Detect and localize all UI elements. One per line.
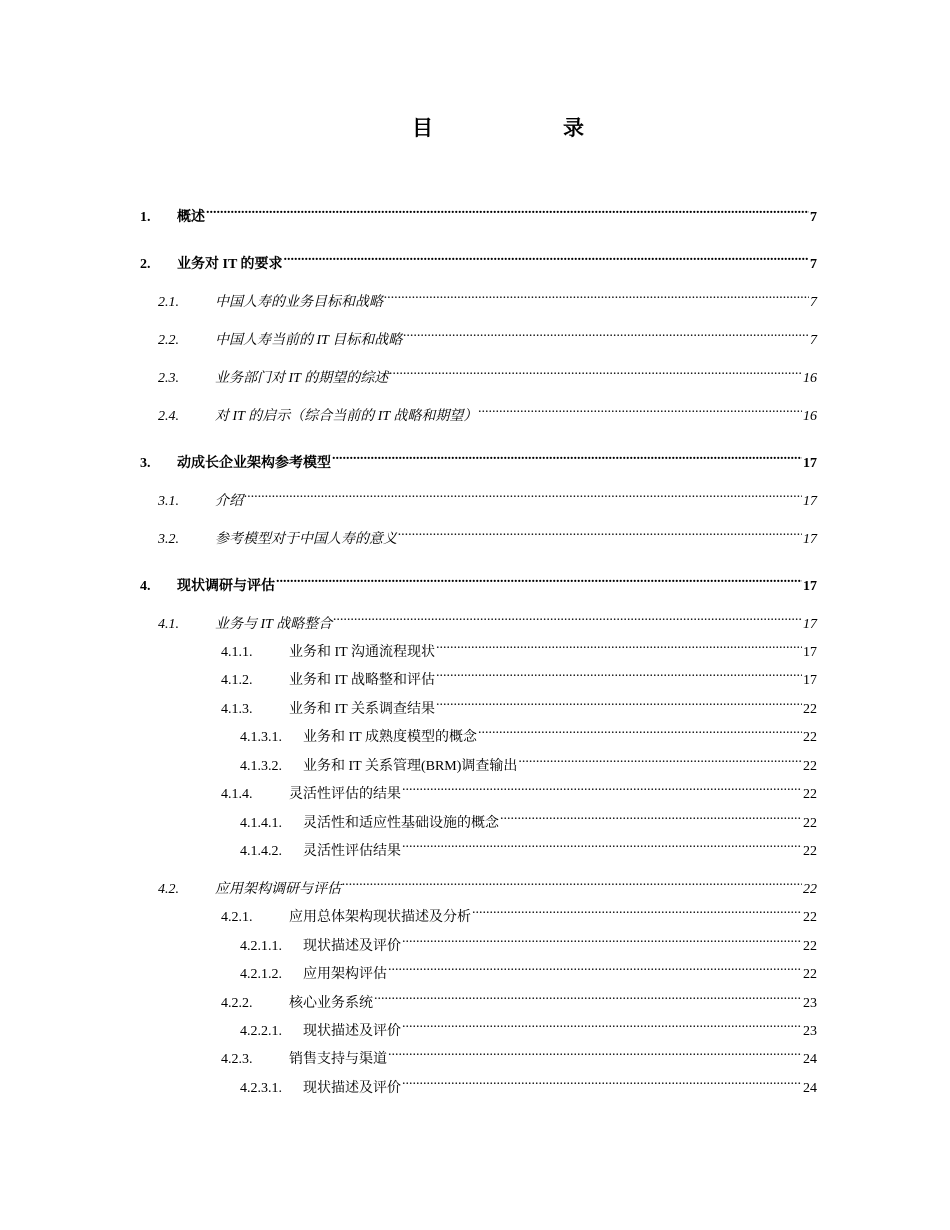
- toc-entry-number: 4.2.3.1.: [240, 1081, 282, 1096]
- toc-dot-leader: [500, 805, 802, 827]
- toc-entry-number: 4.2.1.: [221, 910, 253, 925]
- toc-entry-number: 4.: [140, 579, 151, 594]
- toc-entry-page: 22: [803, 844, 817, 859]
- toc-entry[interactable]: [240, 1070, 817, 1096]
- toc-dot-leader: [402, 1013, 802, 1035]
- toc-entry-number: 4.2.1.2.: [240, 967, 282, 982]
- toc-dot-leader: [332, 445, 802, 467]
- toc-entry[interactable]: [221, 1041, 817, 1067]
- toc-entry-label: 介绍: [215, 494, 243, 509]
- toc-entry[interactable]: [240, 928, 817, 954]
- toc-entry-page: 22: [803, 816, 817, 831]
- toc-entry-page: 17: [803, 617, 817, 632]
- toc-dot-leader: [276, 568, 802, 590]
- toc-entry-page: 24: [803, 1052, 817, 1067]
- toc-entry-label: 灵活性评估的结果: [289, 787, 401, 802]
- toc-dot-leader: [436, 662, 802, 684]
- toc-title-char-1: 目: [412, 116, 433, 140]
- toc-entry-label: 业务和 IT 成熟度模型的概念: [303, 730, 477, 745]
- toc-entry-label: 概述: [177, 210, 205, 225]
- toc-entry[interactable]: [240, 1013, 817, 1039]
- toc-entry-label: 应用总体架构现状描述及分析: [289, 910, 471, 925]
- toc-entry-label: 应用架构评估: [303, 967, 387, 982]
- toc-entry-label: 动成长企业架构参考模型: [177, 456, 331, 471]
- toc-title-char-2: 录: [563, 116, 584, 140]
- toc-entry-number: 2.1.: [158, 295, 179, 310]
- toc-entry[interactable]: [221, 691, 817, 717]
- toc-entry[interactable]: [221, 662, 817, 688]
- toc-entry[interactable]: [140, 445, 817, 471]
- toc-entry[interactable]: [240, 833, 817, 859]
- toc-dot-leader: [518, 748, 802, 770]
- toc-dot-leader: [388, 1041, 802, 1063]
- toc-dot-leader: [472, 899, 802, 921]
- toc-entry-label: 中国人寿的业务目标和战略: [215, 295, 383, 310]
- toc-dot-leader: [398, 521, 802, 543]
- toc-entry-number: 3.: [140, 456, 151, 471]
- toc-dot-leader: [384, 284, 809, 306]
- toc-entry-page: 22: [803, 759, 817, 774]
- toc-entry-number: 4.2.: [158, 882, 179, 897]
- toc-entry-label: 对 IT 的启示（综合当前的 IT 战略和期望）: [215, 409, 478, 424]
- toc-entry-number: 2.2.: [158, 333, 179, 348]
- toc-entry[interactable]: [240, 805, 817, 831]
- toc-entry-number: 4.1.3.: [221, 702, 253, 717]
- toc-entry-number: 2.3.: [158, 371, 179, 386]
- toc-entry-page: 17: [803, 494, 817, 509]
- toc-dot-leader: [402, 776, 802, 798]
- toc-entry-page: 22: [803, 910, 817, 925]
- toc-entry[interactable]: [158, 483, 817, 509]
- toc-entry-number: 4.1.4.2.: [240, 844, 282, 859]
- toc-entry-number: 1.: [140, 210, 151, 225]
- toc-entry-label: 现状描述及评价: [303, 1081, 401, 1096]
- toc-entry-label: 现状描述及评价: [303, 1024, 401, 1039]
- toc-dot-leader: [478, 719, 802, 741]
- toc-entry[interactable]: [240, 956, 817, 982]
- toc-entry-number: 4.1.1.: [221, 645, 253, 660]
- toc-entry-label: 业务部门对 IT 的期望的综述: [215, 371, 389, 386]
- toc-dot-leader: [403, 322, 809, 344]
- toc-dot-leader: [436, 634, 802, 656]
- toc-entry-page: 17: [803, 579, 817, 594]
- toc-entry-number: 4.1.3.2.: [240, 759, 282, 774]
- toc-entry[interactable]: [240, 748, 817, 774]
- toc-entry-label: 业务和 IT 沟通流程现状: [289, 645, 435, 660]
- toc-entry-number: 4.1.: [158, 617, 179, 632]
- toc-entry-number: 4.1.2.: [221, 673, 253, 688]
- toc-dot-leader: [436, 691, 802, 713]
- toc-entry[interactable]: [221, 985, 817, 1011]
- toc-entry-page: 17: [803, 532, 817, 547]
- toc-entry-number: 4.2.2.: [221, 996, 253, 1011]
- toc-entry[interactable]: [158, 871, 817, 897]
- toc-dot-leader: [374, 985, 802, 1007]
- toc-entry-number: 4.1.3.1.: [240, 730, 282, 745]
- toc-dot-leader: [402, 1070, 802, 1092]
- toc-entry-number: 4.1.4.1.: [240, 816, 282, 831]
- toc-entry-number: 4.2.3.: [221, 1052, 253, 1067]
- toc-entry-page: 7: [810, 295, 817, 310]
- toc-dot-leader: [402, 833, 802, 855]
- toc-entry-label: 现状描述及评价: [303, 939, 401, 954]
- toc-entry-label: 业务对 IT 的要求: [177, 257, 283, 272]
- toc-entry-page: 17: [803, 645, 817, 660]
- toc-entry[interactable]: [221, 899, 817, 925]
- toc-dot-leader: [333, 606, 802, 628]
- toc-entry-number: 4.2.1.1.: [240, 939, 282, 954]
- toc-dot-leader: [284, 246, 809, 268]
- toc-entry-label: 现状调研与评估: [177, 579, 275, 594]
- toc-entry-number: 2.4.: [158, 409, 179, 424]
- toc-entry-page: 24: [803, 1081, 817, 1096]
- toc-entry[interactable]: [221, 776, 817, 802]
- toc-entry-page: 17: [803, 456, 817, 471]
- toc-entry-number: 2.: [140, 257, 151, 272]
- toc-entry-label: 灵活性和适应性基础设施的概念: [303, 816, 499, 831]
- toc-entry-page: 23: [803, 996, 817, 1011]
- toc-entry-number: 4.1.4.: [221, 787, 253, 802]
- toc-entry-page: 22: [803, 967, 817, 982]
- toc-entry[interactable]: [158, 606, 817, 632]
- toc-entry[interactable]: [158, 521, 817, 547]
- toc-entry-label: 灵活性评估结果: [303, 844, 401, 859]
- toc-entry[interactable]: [221, 634, 817, 660]
- toc-entry-page: 16: [803, 409, 817, 424]
- toc-entry[interactable]: [158, 360, 817, 386]
- toc-entry-page: 7: [810, 210, 817, 225]
- toc-entry-page: 22: [803, 882, 817, 897]
- toc-entry-label: 业务和 IT 战略整和评估: [289, 673, 435, 688]
- toc-entry[interactable]: [140, 568, 817, 594]
- toc-entry[interactable]: [140, 246, 817, 272]
- toc-entry[interactable]: [158, 322, 817, 348]
- toc-entry-number: 3.2.: [158, 532, 179, 547]
- toc-entry-page: 7: [810, 333, 817, 348]
- toc-entry-page: 17: [803, 673, 817, 688]
- toc-dot-leader: [342, 871, 802, 893]
- toc-entry-page: 23: [803, 1024, 817, 1039]
- toc-entry-page: 16: [803, 371, 817, 386]
- toc-entry-label: 参考模型对于中国人寿的意义: [215, 532, 397, 547]
- toc-entry-label: 中国人寿当前的 IT 目标和战略: [215, 333, 403, 348]
- toc-entry[interactable]: [158, 284, 817, 310]
- toc-entry-page: 22: [803, 702, 817, 717]
- toc-entry-page: 7: [810, 257, 817, 272]
- toc-entry-label: 销售支持与渠道: [289, 1052, 387, 1067]
- toc-dot-leader: [478, 398, 802, 420]
- toc-entry-label: 业务和 IT 关系调查结果: [289, 702, 435, 717]
- toc-dot-leader: [244, 483, 802, 505]
- toc-dot-leader: [389, 360, 802, 382]
- toc-entry[interactable]: [240, 719, 817, 745]
- toc-entry-number: 3.1.: [158, 494, 179, 509]
- toc-entry-label: 核心业务系统: [289, 996, 373, 1011]
- toc-entry-page: 22: [803, 939, 817, 954]
- toc-entry-label: 业务与 IT 战略整合: [215, 617, 333, 632]
- toc-dot-leader: [402, 928, 802, 950]
- toc-entry-page: 22: [803, 730, 817, 745]
- toc-dot-leader: [388, 956, 802, 978]
- toc-dot-leader: [206, 199, 809, 221]
- toc-entry-page: 22: [803, 787, 817, 802]
- toc-entry-label: 应用架构调研与评估: [215, 882, 341, 897]
- toc-entry-label: 业务和 IT 关系管理(BRM)调查输出: [303, 759, 518, 774]
- toc-entry[interactable]: [158, 398, 817, 424]
- toc-entry[interactable]: [140, 199, 817, 225]
- toc-entry-number: 4.2.2.1.: [240, 1024, 282, 1039]
